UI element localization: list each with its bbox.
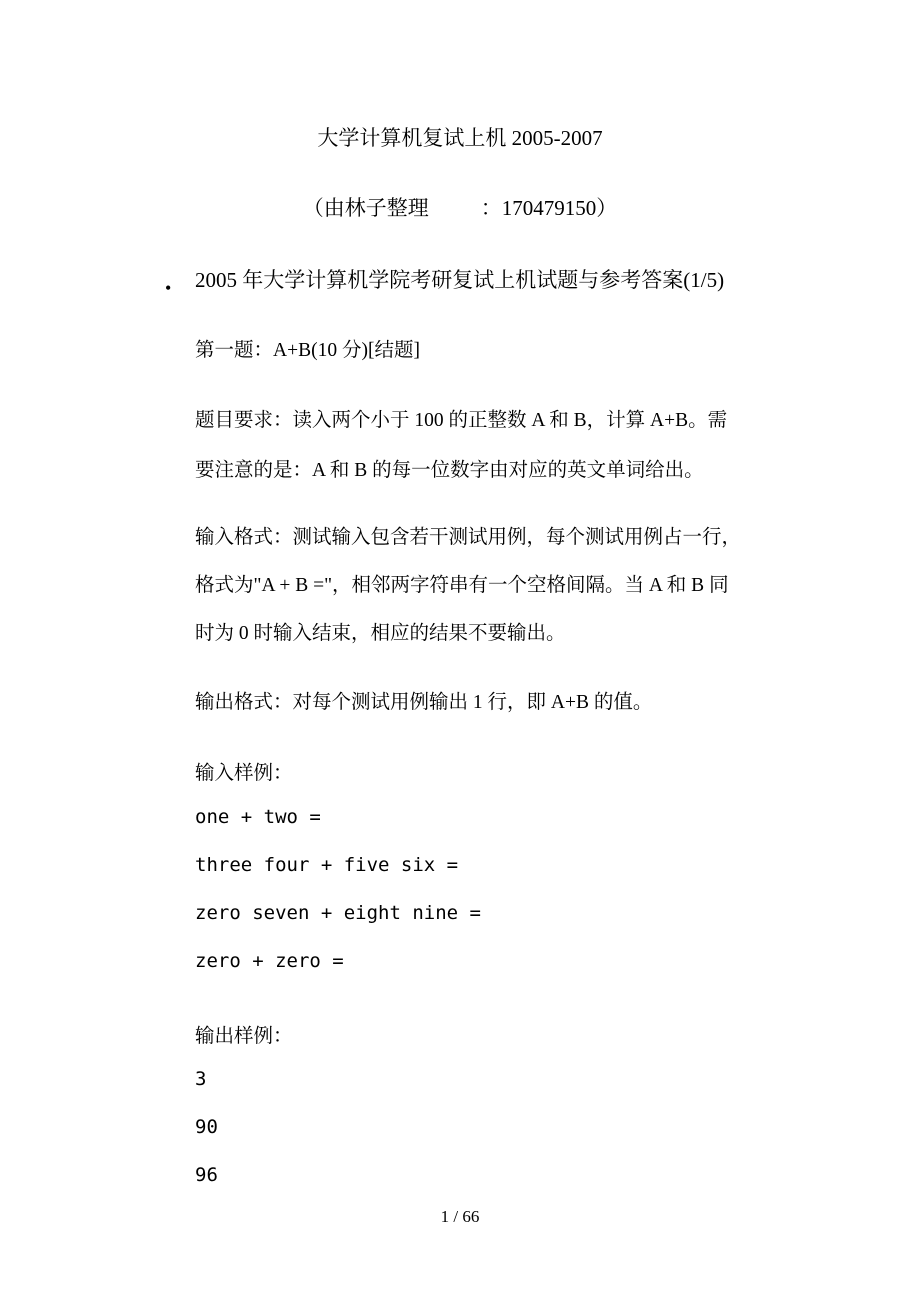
sample-output-line: 96 <box>195 1164 218 1186</box>
document-subtitle <box>0 192 920 222</box>
sample-input-line: one + two = <box>195 806 321 828</box>
requirement-line-2: 要注意的是：A 和 B 的每一位数字由对应的英文单词给出。 <box>195 460 704 481</box>
sample-output-line: 3 <box>195 1068 207 1090</box>
sample-input-line: three four + five six = <box>195 854 459 876</box>
sample-input-line: zero seven + eight nine = <box>195 902 481 924</box>
input-format-line-3: 时为 0 时输入结束，相应的结果不要输出。 <box>195 623 566 644</box>
sample-input-line: zero + zero = <box>195 950 344 972</box>
sample-output-line: 90 <box>195 1116 218 1138</box>
subtitle-author: （由林子整理 <box>302 196 429 220</box>
bullet-icon: • <box>165 278 172 298</box>
document-title: 大学计算机复试上机 2005-2007 <box>317 126 603 150</box>
input-format-line-1: 输入格式：测试输入包含若干测试用例，每个测试用例占一行， <box>195 527 742 548</box>
subtitle-contact: ：170479150） <box>480 196 618 220</box>
output-format-line: 输出格式：对每个测试用例输出 1 行，即 A+B 的值。 <box>195 692 653 713</box>
problem-heading: 第一题：A+B(10 分)[结题] <box>195 340 420 361</box>
input-format-line-2: 格式为"A + B ="，相邻两字符串有一个空格间隔。当 A 和 B 同 <box>195 575 729 596</box>
sample-output-label: 输出样例： <box>195 1026 293 1047</box>
page-number: 1 / 66 <box>440 1207 480 1226</box>
section-heading: 2005 年大学计算机学院考研复试上机试题与参考答案(1/5) <box>195 268 725 292</box>
sample-input-label: 输入样例： <box>195 763 293 784</box>
requirement-line-1: 题目要求：读入两个小于 100 的正整数 A 和 B，计算 A+B。需 <box>195 410 728 431</box>
